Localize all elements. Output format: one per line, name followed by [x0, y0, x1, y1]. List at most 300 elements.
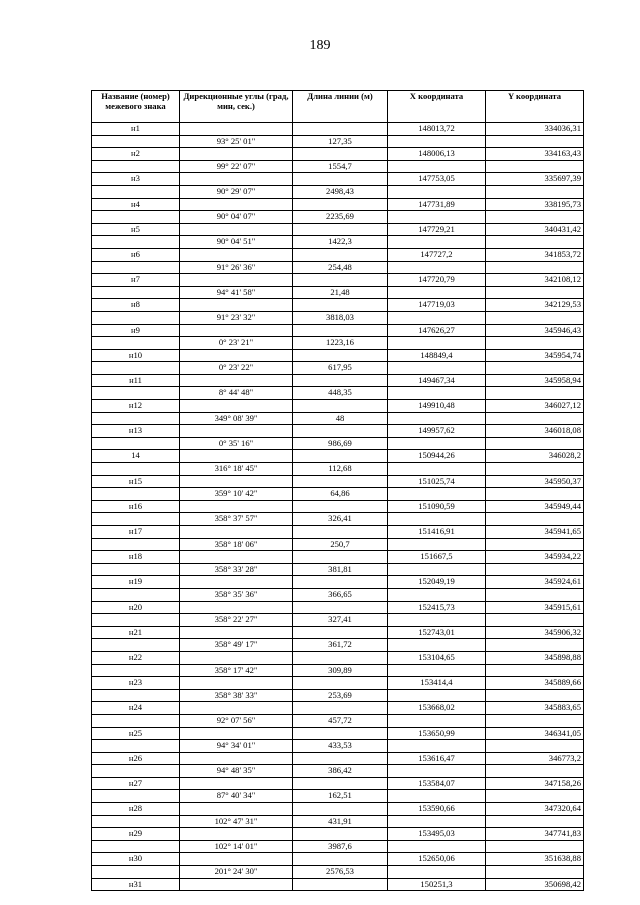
point-row	[92, 374, 584, 387]
point-row	[92, 450, 584, 463]
line-length: 2576,53	[293, 866, 388, 879]
empty-cell	[388, 840, 486, 853]
direction-angle: 90° 04' 07"	[180, 211, 293, 224]
line-length: 327,41	[293, 614, 388, 627]
y-coordinate: 345924,61	[486, 576, 584, 589]
empty-cell	[92, 437, 180, 450]
y-coordinate: 338195,73	[486, 198, 584, 211]
line-length: 386,42	[293, 765, 388, 778]
x-coordinate: 151416,91	[388, 526, 486, 539]
point-name: н15	[92, 475, 180, 488]
segment-row	[92, 261, 584, 274]
segment-row	[92, 488, 584, 501]
segment-row	[92, 664, 584, 677]
empty-cell	[180, 651, 293, 664]
table-header-row	[92, 91, 584, 123]
line-length: 366,65	[293, 588, 388, 601]
direction-angle: 90° 04' 51"	[180, 236, 293, 249]
empty-cell	[293, 828, 388, 841]
segment-row	[92, 362, 584, 375]
x-coordinate: 147731,89	[388, 198, 486, 211]
empty-cell	[486, 765, 584, 778]
point-row	[92, 223, 584, 236]
line-length: 250,7	[293, 538, 388, 551]
empty-cell	[293, 374, 388, 387]
point-name: н25	[92, 727, 180, 740]
y-coordinate: 345906,32	[486, 626, 584, 639]
x-coordinate: 149910,48	[388, 400, 486, 413]
line-length: 617,95	[293, 362, 388, 375]
x-coordinate: 153650,99	[388, 727, 486, 740]
point-name: н29	[92, 828, 180, 841]
empty-cell	[388, 538, 486, 551]
point-name: н4	[92, 198, 180, 211]
empty-cell	[293, 349, 388, 362]
point-name: н31	[92, 878, 180, 891]
empty-cell	[486, 866, 584, 879]
point-row	[92, 425, 584, 438]
segment-row	[92, 463, 584, 476]
empty-cell	[180, 551, 293, 564]
empty-cell	[180, 223, 293, 236]
empty-cell	[293, 198, 388, 211]
y-coordinate: 345889,66	[486, 677, 584, 690]
empty-cell	[388, 160, 486, 173]
empty-cell	[92, 740, 180, 753]
point-name: н3	[92, 173, 180, 186]
point-name: н16	[92, 500, 180, 513]
point-row	[92, 702, 584, 715]
x-coordinate: 152650,06	[388, 853, 486, 866]
y-coordinate: 345915,61	[486, 601, 584, 614]
point-row	[92, 324, 584, 337]
point-name: н22	[92, 651, 180, 664]
point-name: 14	[92, 450, 180, 463]
segment-row	[92, 337, 584, 350]
segment-row	[92, 135, 584, 148]
y-coordinate: 345883,65	[486, 702, 584, 715]
y-coordinate: 345949,44	[486, 500, 584, 513]
point-name: н28	[92, 803, 180, 816]
empty-cell	[388, 286, 486, 299]
empty-cell	[180, 878, 293, 891]
point-row	[92, 148, 584, 161]
direction-angle: 358° 17' 42"	[180, 664, 293, 677]
empty-cell	[486, 664, 584, 677]
segment-row	[92, 840, 584, 853]
point-name: н13	[92, 425, 180, 438]
empty-cell	[293, 400, 388, 413]
empty-cell	[92, 463, 180, 476]
empty-cell	[180, 576, 293, 589]
empty-cell	[486, 563, 584, 576]
empty-cell	[486, 639, 584, 652]
x-coordinate: 153590,66	[388, 803, 486, 816]
direction-angle: 0° 35' 16"	[180, 437, 293, 450]
empty-cell	[180, 702, 293, 715]
empty-cell	[293, 500, 388, 513]
point-row	[92, 651, 584, 664]
empty-cell	[293, 223, 388, 236]
line-length: 1554,7	[293, 160, 388, 173]
segment-row	[92, 185, 584, 198]
direction-angle: 358° 38' 33"	[180, 689, 293, 702]
empty-cell	[180, 475, 293, 488]
segment-row	[92, 714, 584, 727]
point-row	[92, 526, 584, 539]
line-length: 112,68	[293, 463, 388, 476]
direction-angle: 358° 35' 36"	[180, 588, 293, 601]
empty-cell	[180, 324, 293, 337]
empty-cell	[388, 563, 486, 576]
empty-cell	[486, 211, 584, 224]
empty-cell	[486, 311, 584, 324]
empty-cell	[92, 866, 180, 879]
x-coordinate: 153495,03	[388, 828, 486, 841]
y-coordinate: 345941,65	[486, 526, 584, 539]
direction-angle: 94° 34' 01"	[180, 740, 293, 753]
empty-cell	[92, 538, 180, 551]
line-length: 21,48	[293, 286, 388, 299]
empty-cell	[293, 601, 388, 614]
empty-cell	[388, 261, 486, 274]
empty-cell	[92, 261, 180, 274]
line-length: 2498,43	[293, 185, 388, 198]
x-coordinate: 147729,21	[388, 223, 486, 236]
point-row	[92, 601, 584, 614]
x-coordinate: 149957,62	[388, 425, 486, 438]
empty-cell	[293, 626, 388, 639]
line-length: 64,86	[293, 488, 388, 501]
empty-cell	[388, 362, 486, 375]
empty-cell	[180, 526, 293, 539]
point-name: н20	[92, 601, 180, 614]
empty-cell	[388, 689, 486, 702]
empty-cell	[388, 790, 486, 803]
line-length: 48	[293, 412, 388, 425]
y-coordinate: 346341,05	[486, 727, 584, 740]
line-length: 1223,16	[293, 337, 388, 350]
empty-cell	[180, 853, 293, 866]
empty-cell	[180, 349, 293, 362]
line-length: 433,53	[293, 740, 388, 753]
x-coordinate: 147720,79	[388, 274, 486, 287]
point-row	[92, 173, 584, 186]
empty-cell	[293, 878, 388, 891]
empty-cell	[388, 588, 486, 601]
x-coordinate: 147626,27	[388, 324, 486, 337]
empty-cell	[92, 211, 180, 224]
page-number: 189	[309, 38, 331, 53]
empty-cell	[92, 337, 180, 350]
x-coordinate: 150251,3	[388, 878, 486, 891]
line-length: 448,35	[293, 387, 388, 400]
y-coordinate: 347320,64	[486, 803, 584, 816]
direction-angle: 358° 33' 28"	[180, 563, 293, 576]
empty-cell	[388, 664, 486, 677]
segment-row	[92, 815, 584, 828]
line-length: 326,41	[293, 513, 388, 526]
y-coordinate: 345958,94	[486, 374, 584, 387]
empty-cell	[486, 513, 584, 526]
point-row	[92, 475, 584, 488]
point-name: н21	[92, 626, 180, 639]
x-coordinate: 152415,73	[388, 601, 486, 614]
empty-cell	[92, 387, 180, 400]
direction-angle: 8° 44' 48"	[180, 387, 293, 400]
x-coordinate: 148013,72	[388, 123, 486, 136]
empty-cell	[180, 400, 293, 413]
empty-cell	[388, 513, 486, 526]
empty-cell	[293, 425, 388, 438]
direction-angle: 90° 29' 07"	[180, 185, 293, 198]
segment-row	[92, 538, 584, 551]
line-length: 457,72	[293, 714, 388, 727]
empty-cell	[388, 236, 486, 249]
empty-cell	[486, 412, 584, 425]
direction-angle: 358° 22' 27"	[180, 614, 293, 627]
header-x: X координата	[388, 91, 486, 123]
point-name: н24	[92, 702, 180, 715]
segment-row	[92, 563, 584, 576]
line-length: 986,69	[293, 437, 388, 450]
empty-cell	[180, 274, 293, 287]
segment-row	[92, 160, 584, 173]
empty-cell	[180, 752, 293, 765]
empty-cell	[293, 526, 388, 539]
empty-cell	[92, 236, 180, 249]
empty-cell	[388, 714, 486, 727]
direction-angle: 91° 26' 36"	[180, 261, 293, 274]
empty-cell	[486, 840, 584, 853]
empty-cell	[486, 538, 584, 551]
empty-cell	[486, 488, 584, 501]
point-name: н23	[92, 677, 180, 690]
point-row	[92, 828, 584, 841]
segment-row	[92, 387, 584, 400]
empty-cell	[180, 727, 293, 740]
point-name: н30	[92, 853, 180, 866]
empty-cell	[180, 425, 293, 438]
empty-cell	[486, 387, 584, 400]
empty-cell	[293, 148, 388, 161]
coordinates-table	[91, 90, 584, 891]
empty-cell	[92, 412, 180, 425]
point-name: н5	[92, 223, 180, 236]
point-row	[92, 349, 584, 362]
empty-cell	[180, 777, 293, 790]
empty-cell	[92, 286, 180, 299]
line-length: 3818,03	[293, 311, 388, 324]
y-coordinate: 346773,2	[486, 752, 584, 765]
x-coordinate: 152743,01	[388, 626, 486, 639]
y-coordinate: 345898,88	[486, 651, 584, 664]
empty-cell	[92, 160, 180, 173]
direction-angle: 359° 10' 42"	[180, 488, 293, 501]
empty-cell	[293, 450, 388, 463]
empty-cell	[92, 664, 180, 677]
direction-angle: 316° 18' 45"	[180, 463, 293, 476]
y-coordinate: 342108,12	[486, 274, 584, 287]
empty-cell	[293, 727, 388, 740]
empty-cell	[92, 639, 180, 652]
line-length: 3987,6	[293, 840, 388, 853]
y-coordinate: 346018,08	[486, 425, 584, 438]
empty-cell	[92, 765, 180, 778]
line-length: 361,72	[293, 639, 388, 652]
point-name: н1	[92, 123, 180, 136]
empty-cell	[92, 714, 180, 727]
point-name: н11	[92, 374, 180, 387]
line-length: 381,81	[293, 563, 388, 576]
x-coordinate: 150944,26	[388, 450, 486, 463]
empty-cell	[180, 198, 293, 211]
y-coordinate: 350698,42	[486, 878, 584, 891]
x-coordinate: 149467,34	[388, 374, 486, 387]
empty-cell	[92, 135, 180, 148]
header-angle: Дирекционные углы (град, мин, сек.)	[180, 91, 293, 123]
empty-cell	[293, 324, 388, 337]
segment-row	[92, 790, 584, 803]
line-length: 254,48	[293, 261, 388, 274]
empty-cell	[92, 311, 180, 324]
direction-angle: 91° 23' 32"	[180, 311, 293, 324]
empty-cell	[388, 815, 486, 828]
empty-cell	[388, 614, 486, 627]
point-row	[92, 727, 584, 740]
direction-angle: 102° 14' 01"	[180, 840, 293, 853]
direction-angle: 99° 22' 07"	[180, 160, 293, 173]
empty-cell	[293, 853, 388, 866]
empty-cell	[388, 866, 486, 879]
empty-cell	[293, 576, 388, 589]
segment-row	[92, 689, 584, 702]
y-coordinate: 335697,39	[486, 173, 584, 186]
empty-cell	[180, 123, 293, 136]
table-body	[92, 123, 584, 891]
line-length: 162,51	[293, 790, 388, 803]
point-name: н6	[92, 248, 180, 261]
empty-cell	[180, 374, 293, 387]
point-name: н8	[92, 299, 180, 312]
direction-angle: 0° 23' 22"	[180, 362, 293, 375]
empty-cell	[388, 437, 486, 450]
x-coordinate: 153414,4	[388, 677, 486, 690]
segment-row	[92, 437, 584, 450]
segment-row	[92, 286, 584, 299]
empty-cell	[180, 173, 293, 186]
empty-cell	[180, 248, 293, 261]
point-name: н19	[92, 576, 180, 589]
y-coordinate: 345946,43	[486, 324, 584, 337]
point-row	[92, 677, 584, 690]
point-row	[92, 500, 584, 513]
segment-row	[92, 412, 584, 425]
point-row	[92, 803, 584, 816]
empty-cell	[486, 236, 584, 249]
empty-cell	[388, 185, 486, 198]
y-coordinate: 334163,43	[486, 148, 584, 161]
empty-cell	[486, 740, 584, 753]
point-row	[92, 576, 584, 589]
y-coordinate: 341853,72	[486, 248, 584, 261]
empty-cell	[486, 337, 584, 350]
line-length: 2235,69	[293, 211, 388, 224]
point-name: н18	[92, 551, 180, 564]
empty-cell	[388, 387, 486, 400]
direction-angle: 358° 37' 57"	[180, 513, 293, 526]
line-length: 253,69	[293, 689, 388, 702]
point-row	[92, 248, 584, 261]
empty-cell	[486, 614, 584, 627]
empty-cell	[293, 274, 388, 287]
empty-cell	[486, 160, 584, 173]
empty-cell	[293, 777, 388, 790]
header-length: Длина линии (м)	[293, 91, 388, 123]
empty-cell	[293, 123, 388, 136]
empty-cell	[486, 286, 584, 299]
point-row	[92, 274, 584, 287]
y-coordinate: 351638,88	[486, 853, 584, 866]
x-coordinate: 152049,19	[388, 576, 486, 589]
y-coordinate: 340431,42	[486, 223, 584, 236]
direction-angle: 87° 40' 34"	[180, 790, 293, 803]
point-row	[92, 400, 584, 413]
point-row	[92, 626, 584, 639]
empty-cell	[486, 463, 584, 476]
empty-cell	[293, 752, 388, 765]
x-coordinate: 153616,47	[388, 752, 486, 765]
x-coordinate: 153104,65	[388, 651, 486, 664]
point-name: н27	[92, 777, 180, 790]
y-coordinate: 345950,37	[486, 475, 584, 488]
segment-row	[92, 614, 584, 627]
empty-cell	[92, 185, 180, 198]
empty-cell	[293, 651, 388, 664]
empty-cell	[293, 173, 388, 186]
x-coordinate: 151025,74	[388, 475, 486, 488]
segment-row	[92, 513, 584, 526]
direction-angle: 93° 25' 01"	[180, 135, 293, 148]
x-coordinate: 151090,59	[388, 500, 486, 513]
empty-cell	[92, 840, 180, 853]
y-coordinate: 334036,31	[486, 123, 584, 136]
empty-cell	[293, 248, 388, 261]
empty-cell	[180, 601, 293, 614]
empty-cell	[486, 790, 584, 803]
x-coordinate: 153668,02	[388, 702, 486, 715]
empty-cell	[388, 488, 486, 501]
segment-row	[92, 236, 584, 249]
direction-angle: 94° 48' 35"	[180, 765, 293, 778]
point-row	[92, 777, 584, 790]
point-row	[92, 198, 584, 211]
empty-cell	[486, 689, 584, 702]
point-row	[92, 752, 584, 765]
direction-angle: 102° 47' 31"	[180, 815, 293, 828]
segment-row	[92, 740, 584, 753]
empty-cell	[486, 714, 584, 727]
empty-cell	[92, 513, 180, 526]
y-coordinate: 345954,74	[486, 349, 584, 362]
point-name: н9	[92, 324, 180, 337]
empty-cell	[486, 185, 584, 198]
header-y: Y координата	[486, 91, 584, 123]
segment-row	[92, 639, 584, 652]
empty-cell	[486, 588, 584, 601]
point-row	[92, 123, 584, 136]
empty-cell	[92, 790, 180, 803]
